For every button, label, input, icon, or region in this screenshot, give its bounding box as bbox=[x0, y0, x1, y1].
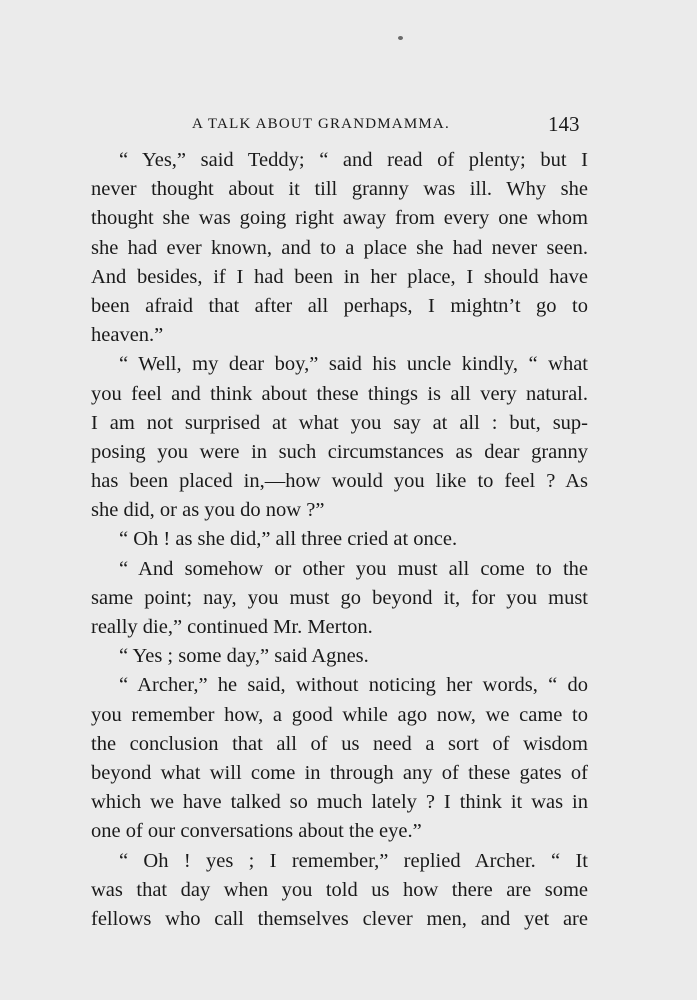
text-line: beyond what will come in through any of these gates of bbox=[91, 761, 588, 784]
text-line: “ Yes ; some day,” said Agnes. bbox=[119, 645, 369, 668]
text-line: been afraid that after all perhaps, I mightn’t go to bbox=[91, 294, 588, 317]
text-line: one of our conversations about the eye.” bbox=[91, 820, 422, 843]
text-line: thought she was going right away from every one whom bbox=[91, 207, 588, 230]
text-line: “ Yes,” said Teddy; “ and read of plenty; but I bbox=[119, 149, 588, 171]
text-line: same point; nay, you must go beyond it, for you must bbox=[91, 586, 588, 609]
text-line: And besides, if I had been in her place, I should have bbox=[91, 265, 588, 288]
text-line: never thought about it till granny was ill. Why she bbox=[91, 178, 588, 201]
text-line: “ Oh ! yes ; I remember,” replied Archer. “ It bbox=[119, 849, 588, 872]
text-line: posing you were in such circumstances as dear granny bbox=[91, 440, 588, 463]
text-line: “ Archer,” he said, without noticing her words, “ do bbox=[119, 674, 588, 697]
text-line: she did, or as you do now ?” bbox=[91, 499, 325, 522]
text-line: fellows who call themselves clever men, and yet are bbox=[91, 907, 588, 930]
text-line: “ And somehow or other you must all come to the bbox=[119, 557, 588, 580]
text-line: really die,” continued Mr. Merton. bbox=[91, 616, 373, 638]
text-line: you remember how, a good while ago now, we came to bbox=[91, 703, 588, 726]
text-line: which we have talked so much lately ? I think it was in bbox=[91, 791, 588, 814]
text-line: you feel and think about these things is all very natural. bbox=[91, 382, 588, 405]
ink-speck bbox=[398, 36, 403, 40]
text-line: “ Well, my dear boy,” said his uncle kindly, “ what bbox=[119, 353, 588, 376]
text-line: she had ever known, and to a place she had never seen. bbox=[91, 236, 588, 259]
running-header bbox=[0, 112, 697, 138]
text-line: has been placed in,—how would you like to feel ? As bbox=[91, 470, 588, 493]
text-line: the conclusion that all of us need a sort of wisdom bbox=[91, 732, 588, 755]
page-number: 143 bbox=[548, 112, 580, 136]
text-line: I am not surprised at what you say at all : but, sup- bbox=[91, 411, 588, 434]
text-line: was that day when you told us how there are some bbox=[91, 878, 588, 901]
text-line: heaven.” bbox=[91, 324, 164, 347]
text-line: “ Oh ! as she did,” all three cried at once. bbox=[119, 528, 458, 551]
running-title: A TALK ABOUT GRANDMAMMA. bbox=[192, 116, 450, 132]
body-text bbox=[91, 146, 588, 934]
